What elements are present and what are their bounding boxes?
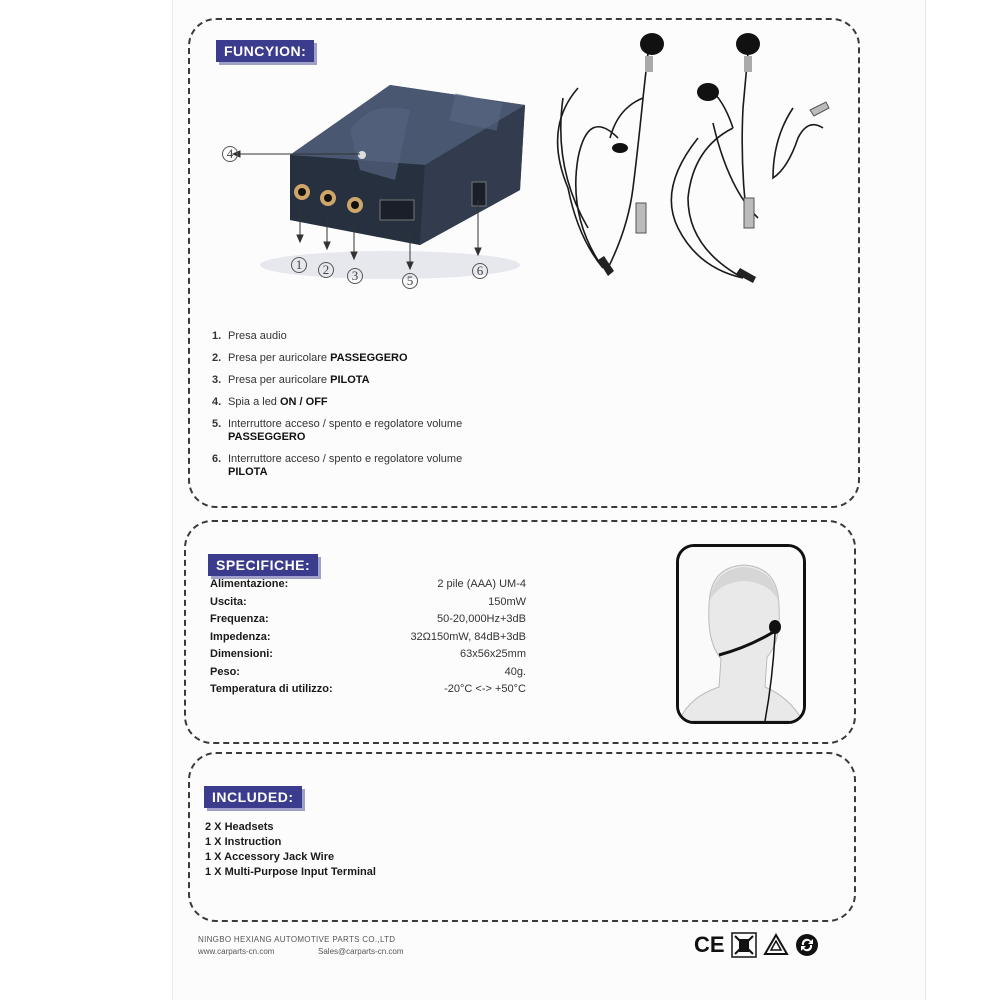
included-item: 1 X Multi-Purpose Input Terminal (205, 866, 376, 878)
spec-row: Uscita: 150mW (210, 595, 526, 608)
function-heading: FUNCYION: (216, 40, 314, 62)
spec-row: Impedenza: 32Ω150mW, 84dB+3dB (210, 630, 526, 643)
feature-list (212, 330, 482, 488)
callout-4: 4 (222, 146, 238, 162)
company-email: Sales@carparts-cn.com (318, 947, 404, 956)
feature-item: 2. Presa per auricolare PASSEGGERO (212, 352, 408, 364)
spec-row: Temperatura di utilizzo: -20°C <-> +50°C (210, 683, 526, 695)
included-item: 1 X Accessory Jack Wire (205, 851, 335, 863)
spec-row: Dimensioni: 63x56x25mm (210, 648, 526, 660)
certification-marks (694, 932, 819, 958)
feature-item: 5. Interruttore acceso / spento e regolatore volume PASSEGGERO (212, 418, 463, 443)
included-item: 1 X Instruction (205, 836, 282, 848)
mannequin-photo (676, 544, 806, 724)
spec-row: Alimentazione: 2 pile (AAA) UM-4 (210, 578, 526, 590)
spec-row: Peso: 40g. (210, 665, 526, 678)
specifications-table (210, 576, 526, 699)
included-item: 2 X Headsets (205, 821, 274, 833)
feature-item: 3. Presa per auricolare PILOTA (212, 374, 370, 386)
feature-item: 1. Presa audio (212, 330, 287, 342)
callout-3: 3 (347, 268, 363, 284)
company-name: NINGBO HEXIANG AUTOMOTIVE PARTS CO.,LTD (198, 935, 396, 944)
callout-6: 6 (472, 263, 488, 279)
ce-mark-icon: CE (694, 932, 725, 957)
included-list (205, 820, 376, 880)
recycle-triangle-icon (763, 932, 789, 958)
headsets-image (548, 28, 848, 298)
included-heading: INCLUDED: (204, 786, 302, 808)
callout-2: 2 (318, 262, 334, 278)
callout-lines (220, 140, 500, 280)
spec-row: Frequenza: 50-20,000Hz+3dB (210, 613, 526, 625)
company-website: www.carparts-cn.com (198, 947, 275, 956)
feature-item: 6. Interruttore acceso / spento e regolatore volume PILOTA (212, 453, 463, 478)
specifications-heading: SPECIFICHE: (208, 554, 318, 576)
callout-5: 5 (402, 273, 418, 289)
callout-1: 1 (291, 257, 307, 273)
green-dot-icon (795, 933, 819, 957)
feature-item: 4. Spia a led ON / OFF (212, 396, 328, 408)
mannequin-head-image (679, 547, 803, 721)
weee-bin-icon (731, 932, 757, 958)
